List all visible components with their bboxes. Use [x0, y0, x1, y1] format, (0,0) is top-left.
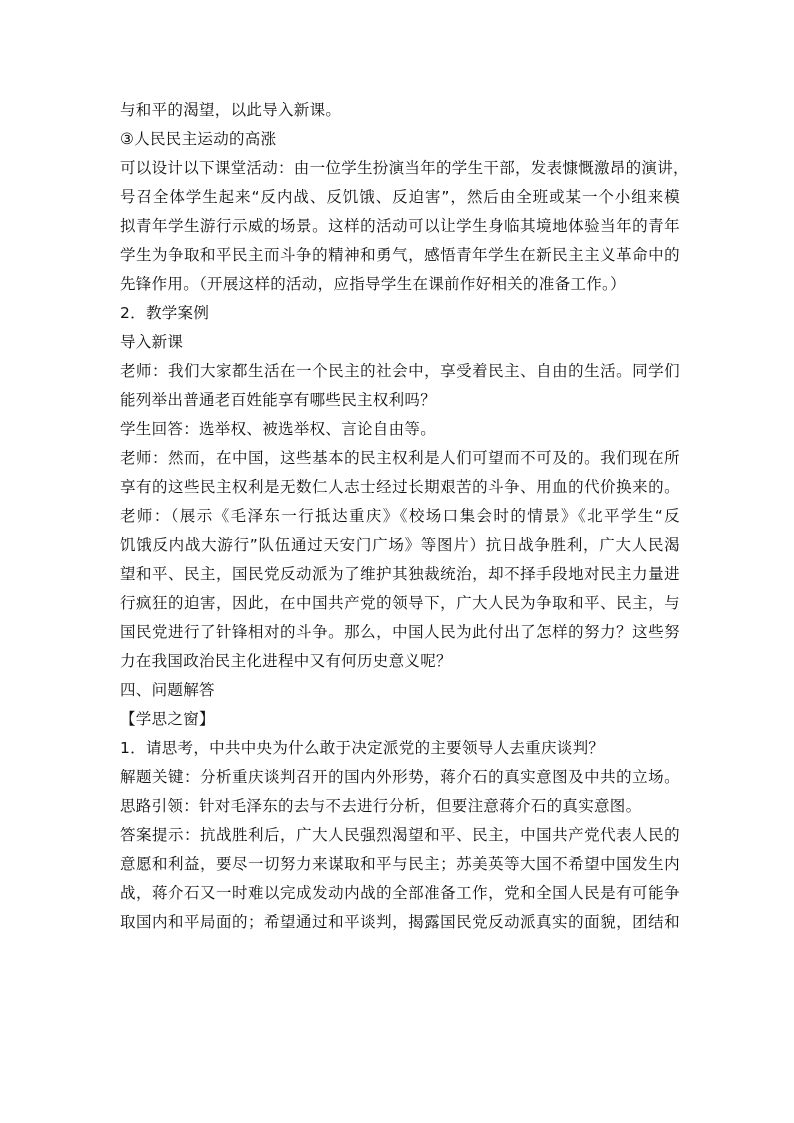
- section-heading: 【学思之窗】: [120, 710, 215, 728]
- question-line: 1．请思考，中共中央为什么敢于决定派党的主要领导人去重庆谈判？: [120, 739, 605, 757]
- text-line: 望和平、民主，国民党反动派为了维护其独裁统治，却不择手段地对民主力量进: [120, 565, 680, 583]
- text-line: 学生回答：选举权、被选举权、言论自由等。: [120, 420, 437, 438]
- text-line: 行疯狂的迫害，因此，在中国共产党的领导下，广大人民为争取和平、民主，与: [120, 594, 680, 612]
- text-line: 取国内和平局面的；希望通过和平谈判，揭露国民党反动派真实的面貌，团结和: [120, 913, 680, 931]
- document-body: [120, 96, 689, 937]
- text-line: 老师：我们大家都生活在一个民主的社会中，享受着民主、自由的生活。同学们: [120, 362, 680, 380]
- text-line: 拟青年学生游行示威的场景。这样的活动可以让学生身临其境地体验当年的青年: [120, 217, 680, 235]
- text-line: 解题关键：分析重庆谈判召开的国内外形势，蒋介石的真实意图及中共的立场。: [120, 768, 680, 786]
- text-line: 力在我国政治民主化进程中又有何历史意义呢？: [120, 652, 452, 670]
- text-line: 先锋作用。（开展这样的活动，应指导学生在课前作好相关的准备工作。）: [120, 275, 626, 293]
- text-line: 意愿和利益，要尽一切努力来谋取和平与民主；苏美英等大国不希望中国发生内: [120, 855, 680, 873]
- text-line: 老师：然而，在中国，这些基本的民主权利是人们可望而不可及的。我们现在所: [120, 449, 680, 467]
- section-heading: ③人民民主运动的高涨: [120, 130, 277, 148]
- text-line: 饥饿反内战大游行”队伍通过天安门广场》等图片）抗日战争胜利，广大人民渴: [120, 536, 680, 554]
- text-line: 学生为争取和平民主而斗争的精神和勇气，感悟青年学生在新民主主义革命中的: [120, 246, 680, 264]
- text-line: 老师：（展示《毛泽东一行抵达重庆》《校场口集会时的情景》《北平学生“反: [120, 507, 680, 525]
- text-line: 国民党进行了针锋相对的斗争。那么，中国人民为此付出了怎样的努力？这些努: [120, 623, 680, 641]
- text-line: 战，蒋介石又一时难以完成发动内战的全部准备工作，党和全国人民是有可能争: [120, 884, 680, 902]
- text-line: 思路引领：针对毛泽东的去与不去进行分析，但要注意蒋介石的真实意图。: [120, 797, 642, 815]
- text-line: 号召全体学生起来“反内战、反饥饿、反迫害”，然后由全班或某一个小组来模: [120, 188, 680, 206]
- text-line: 答案提示：抗战胜利后，广大人民强烈渴望和平、民主，中国共产党代表人民的: [120, 826, 680, 844]
- section-heading: 2．教学案例: [120, 304, 210, 322]
- section-heading: 导入新课: [120, 333, 184, 351]
- text-line: 与和平的渴望，以此导入新课。: [120, 101, 342, 119]
- text-line: 能列举出普通老百姓能享有哪些民主权利吗？: [120, 391, 437, 409]
- text-line: 享有的这些民主权利是无数仁人志士经过长期艰苦的斗争、用血的代价换来的。: [120, 478, 680, 496]
- text-line: 可以设计以下课堂活动：由一位学生扮演当年的学生干部，发表慷慨激昂的演讲，: [120, 159, 689, 177]
- section-heading: 四、问题解答: [120, 681, 215, 699]
